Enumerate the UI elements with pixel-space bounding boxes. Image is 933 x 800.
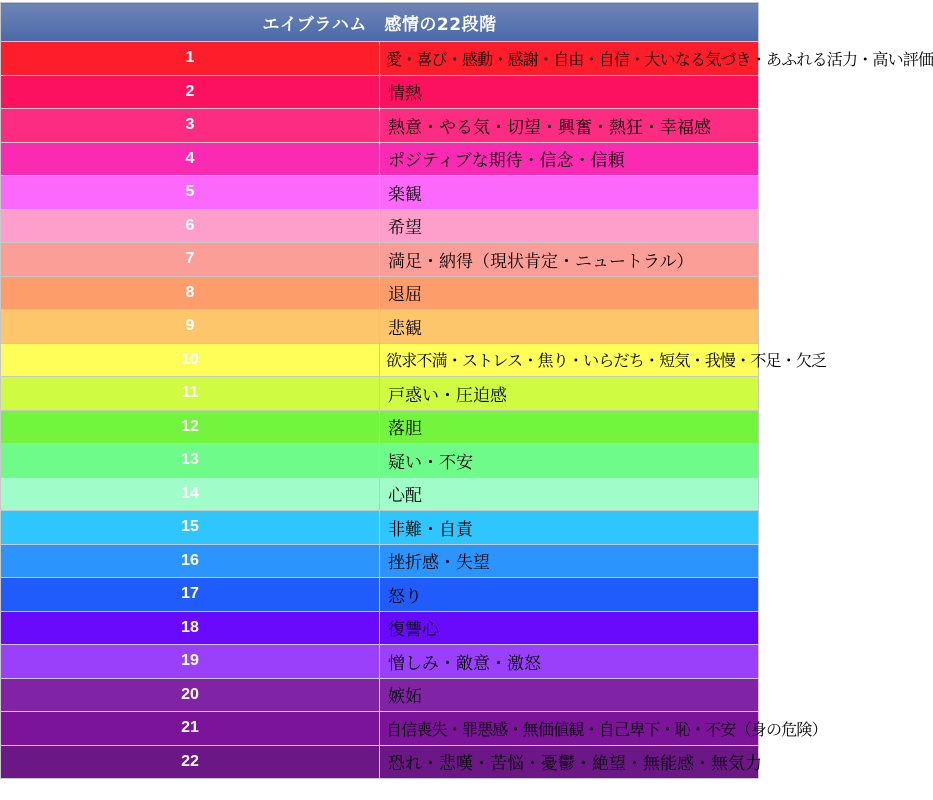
- level-number: 14: [1, 477, 380, 511]
- table-row: [1, 142, 759, 176]
- emotion-text: 満足・納得（現状肯定・ニュートラル）: [380, 243, 759, 277]
- level-number: 13: [1, 444, 380, 478]
- emotion-text: 情熱: [380, 75, 759, 109]
- level-number: 19: [1, 645, 380, 679]
- emotion-text: 楽観: [380, 176, 759, 210]
- table-row: [1, 176, 759, 210]
- table-row: [1, 42, 759, 76]
- table-title: エイブラハム 感情の22段階: [1, 3, 759, 42]
- emotion-text: 愛・喜び・感動・感謝・自由・自信・大いなる気づき・あふれる活力・高い評価: [380, 42, 759, 76]
- emotion-text: 悲観: [380, 310, 759, 344]
- table-row: [1, 544, 759, 578]
- emotion-text: 心配: [380, 477, 759, 511]
- emotion-text: 退屈: [380, 276, 759, 310]
- emotion-text: 挫折感・失望: [380, 544, 759, 578]
- level-number: 4: [1, 142, 380, 176]
- emotion-scale-table: [0, 2, 933, 779]
- emotion-text: ポジティブな期待・信念・信頼: [380, 142, 759, 176]
- table-row: [1, 410, 759, 444]
- level-number: 21: [1, 712, 380, 746]
- table-row: [1, 109, 759, 143]
- level-number: 5: [1, 176, 380, 210]
- emotion-text: 欲求不満・ストレス・焦り・いらだち・短気・我慢・不足・欠乏: [380, 343, 759, 377]
- table-row: [1, 477, 759, 511]
- emotion-text: 復讐心: [380, 611, 759, 645]
- table-row: [1, 712, 759, 746]
- level-number: 1: [1, 42, 380, 76]
- level-number: 12: [1, 410, 380, 444]
- emotion-text: 熱意・やる気・切望・興奮・熱狂・幸福感: [380, 109, 759, 143]
- emotion-text: 自信喪失・罪悪感・無価値観・自己卑下・恥・不安（身の危険）: [380, 712, 759, 746]
- level-number: 17: [1, 578, 380, 612]
- table-row: [1, 511, 759, 545]
- emotion-text: 疑い・不安: [380, 444, 759, 478]
- level-number: 3: [1, 109, 380, 143]
- level-number: 22: [1, 745, 380, 779]
- emotion-text: 怒り: [380, 578, 759, 612]
- table-row: [1, 678, 759, 712]
- table-row: [1, 75, 759, 109]
- table-row: [1, 209, 759, 243]
- emotion-text: 非難・自責: [380, 511, 759, 545]
- emotion-text: 戸惑い・圧迫感: [380, 377, 759, 411]
- table-row: [1, 611, 759, 645]
- table-row: [1, 444, 759, 478]
- level-number: 16: [1, 544, 380, 578]
- table-body: [1, 42, 933, 779]
- level-number: 7: [1, 243, 380, 277]
- level-number: 8: [1, 276, 380, 310]
- table-row: [1, 645, 759, 679]
- emotion-text: 落胆: [380, 410, 759, 444]
- emotion-text: 憎しみ・敵意・激怒: [380, 645, 759, 679]
- table-row: [1, 276, 759, 310]
- level-number: 18: [1, 611, 380, 645]
- level-number: 11: [1, 377, 380, 411]
- level-number: 10: [1, 343, 380, 377]
- level-number: 2: [1, 75, 380, 109]
- level-number: 20: [1, 678, 380, 712]
- table-row: [1, 310, 759, 344]
- emotion-text: 恐れ・悲嘆・苦悩・憂鬱・絶望・無能感・無気力: [380, 745, 759, 779]
- table-row: [1, 745, 759, 779]
- table-row: [1, 377, 759, 411]
- emotion-text: 希望: [380, 209, 759, 243]
- level-number: 15: [1, 511, 380, 545]
- emotion-text: 嫉妬: [380, 678, 759, 712]
- level-number: 9: [1, 310, 380, 344]
- table-row: [1, 243, 759, 277]
- table-row: [1, 578, 759, 612]
- table-row: [1, 343, 759, 377]
- level-number: 6: [1, 209, 380, 243]
